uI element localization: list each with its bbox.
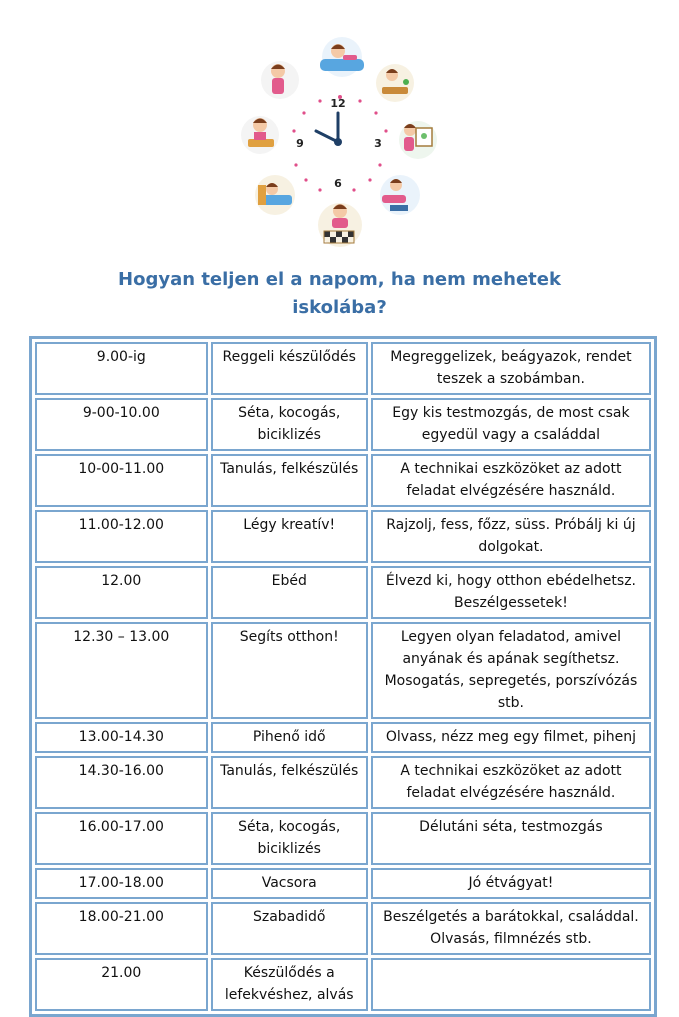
activity-cell: Séta, kocogás, biciklizés [211, 398, 368, 451]
table-row [35, 902, 651, 955]
table-row [35, 812, 651, 865]
activity-cell: Szabadidő [211, 902, 368, 955]
description-cell: Élvezd ki, hogy otthon ebédelhetsz. Beszélgessetek! [371, 566, 651, 619]
activity-cell: Pihenő idő [211, 722, 368, 753]
clock-number-9: 9 [296, 137, 304, 150]
vignette-swimming-icon [320, 37, 364, 77]
activity-cell: Tanulás, felkészülés [211, 756, 368, 809]
vignette-gardening-icon [376, 64, 414, 102]
vignette-breakfast-icon [261, 61, 299, 99]
table-row [35, 756, 651, 809]
time-cell: 14.30-16.00 [35, 756, 208, 809]
table-row [35, 398, 651, 451]
clock-illustration [230, 35, 450, 250]
time-cell: 9-00-10.00 [35, 398, 208, 451]
time-cell: 18.00-21.00 [35, 902, 208, 955]
description-cell: Megreggelizek, beágyazok, rendet teszek a szobámban. [371, 342, 651, 395]
activity-cell: Reggeli készülődés [211, 342, 368, 395]
time-cell: 16.00-17.00 [35, 812, 208, 865]
description-cell [371, 958, 651, 1011]
time-cell: 12.00 [35, 566, 208, 619]
table-row [35, 566, 651, 619]
vignette-sleeping-icon [255, 175, 295, 215]
daily-schedule-table [29, 336, 657, 1017]
table-row [35, 868, 651, 899]
activity-cell: Légy kreatív! [211, 510, 368, 563]
table-row [35, 454, 651, 507]
time-cell: 21.00 [35, 958, 208, 1011]
vignette-chess-icon [318, 203, 362, 247]
page-title [0, 266, 679, 322]
activity-cell: Készülődés a lefekvéshez, alvás [211, 958, 368, 1011]
time-cell: 17.00-18.00 [35, 868, 208, 899]
clock-number-3: 3 [374, 137, 382, 150]
description-cell: Legyen olyan feladatod, amivel anyának és apának segíthetsz. Mosogatás, sepregetés, porszívózás stb. [371, 622, 651, 719]
time-cell: 9.00-ig [35, 342, 208, 395]
description-cell: A technikai eszközöket az adott feladat elvégzésére használd. [371, 454, 651, 507]
table-row [35, 622, 651, 719]
description-cell: Jó étvágyat! [371, 868, 651, 899]
schedule-body [35, 342, 651, 1011]
table-row [35, 722, 651, 753]
table-row [35, 510, 651, 563]
description-cell: Olvass, nézz meg egy filmet, pihenj [371, 722, 651, 753]
activity-cell: Ebéd [211, 566, 368, 619]
time-cell: 12.30 – 13.00 [35, 622, 208, 719]
activity-cell: Séta, kocogás, biciklizés [211, 812, 368, 865]
time-cell: 13.00-14.30 [35, 722, 208, 753]
activity-cell: Vacsora [211, 868, 368, 899]
description-cell: Rajzolj, fess, főzz, süss. Próbálj ki új dolgokat. [371, 510, 651, 563]
table-row [35, 342, 651, 395]
clock-number-6: 6 [334, 177, 342, 190]
time-cell: 10-00-11.00 [35, 454, 208, 507]
description-cell: Délutáni séta, testmozgás [371, 812, 651, 865]
clock-number-12: 12 [330, 97, 346, 110]
vignette-tablet-icon [380, 175, 420, 215]
table-row [35, 958, 651, 1011]
page-title-line-2: iskolába? [292, 297, 387, 318]
description-cell: Egy kis testmozgás, de most csak egyedül vagy a családdal [371, 398, 651, 451]
time-cell: 11.00-12.00 [35, 510, 208, 563]
vignette-cooking-icon [241, 116, 279, 154]
description-cell: A technikai eszközöket az adott feladat elvégzésére használd. [371, 756, 651, 809]
activity-cell: Tanulás, felkészülés [211, 454, 368, 507]
description-cell: Beszélgetés a barátokkal, családdal. Olvasás, filmnézés stb. [371, 902, 651, 955]
activity-cell: Segíts otthon! [211, 622, 368, 719]
page-title-line-1: Hogyan teljen el a napom, ha nem mehetek [118, 269, 561, 290]
vignette-painting-icon [399, 121, 437, 159]
